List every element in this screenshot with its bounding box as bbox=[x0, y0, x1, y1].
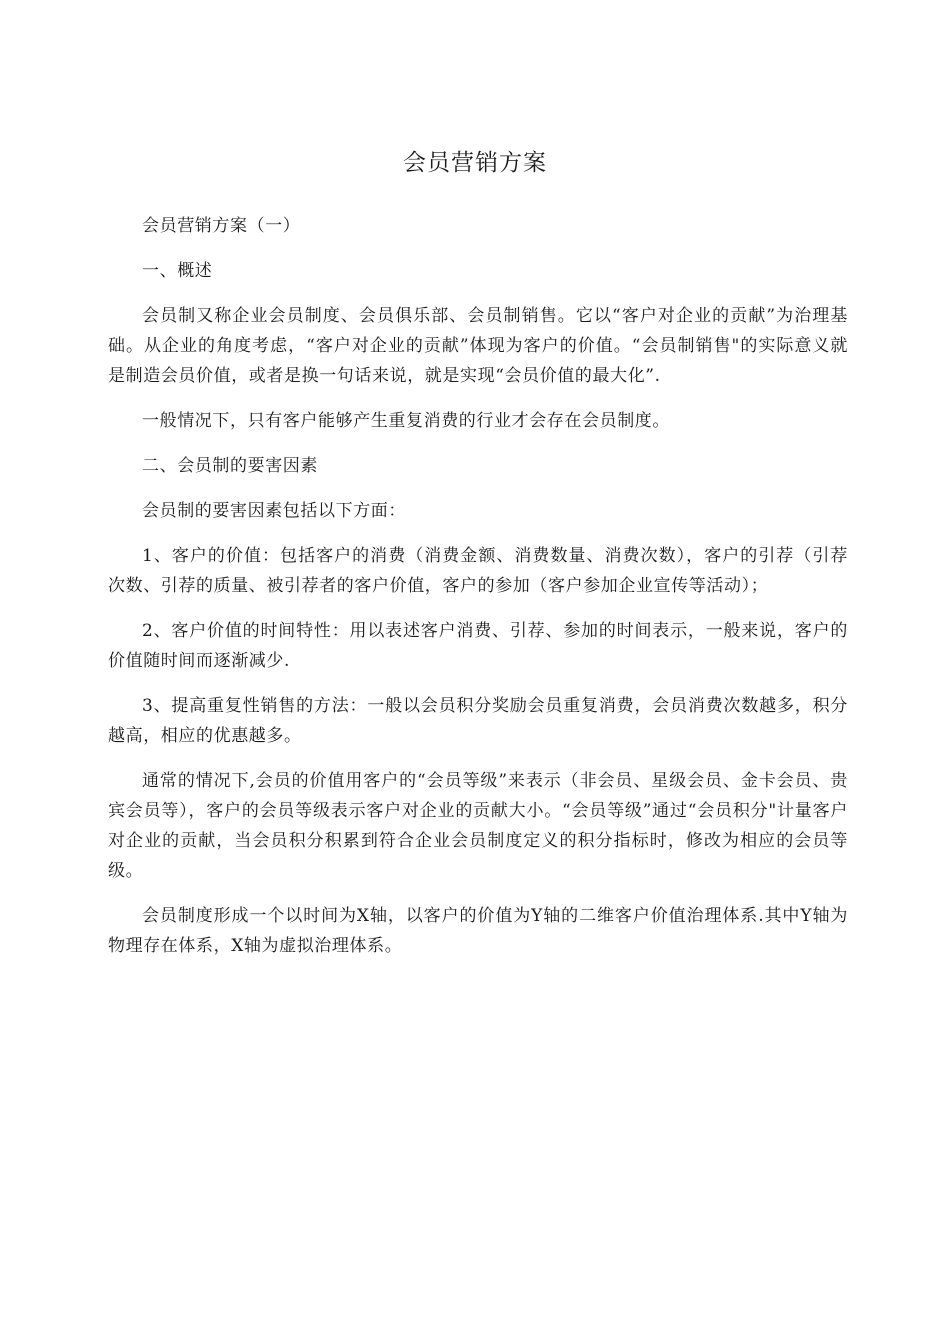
paragraph-membership-definition: 会员制又称企业会员制度、会员俱乐部、会员制销售。它以“客户对企业的贡献”为治理基础。从企业的角度考虑，“客户对企业的贡献”体现为客户的价值。“会员制销售"的实际意义就是制造会员价值，或者是换一句话来说，就是实现“会员价值的最大化”. bbox=[108, 306, 848, 386]
paragraph-member-level: 通常的情况下,会员的价值用客户的“会员等级”来表示（非会员、星级会员、金卡会员、贵宾会员等），客户的会员等级表示客户对企业的贡献大小。“会员等级”通过“会员积分"计量客户对企业的贡献，当会员积分积累到符合企业会员制度定义的积分指标时，修改为相应的会员等级。 bbox=[108, 771, 848, 881]
list-item-customer-value: 1、客户的价值：包括客户的消费（消费金额、消费数量、消费次数），客户的引荐（引荐次数、引荐的质量、被引荐者的客户价值，客户的参加（客户参加企业宣传等活动）； bbox=[108, 546, 848, 596]
paragraph-repeat-consumption: 一般情况下，只有客户能够产生重复消费的行业才会存在会员制度。 bbox=[142, 411, 670, 431]
section-subtitle: 会员营销方案（一） bbox=[142, 216, 301, 236]
paragraph-key-factors-intro: 会员制的要害因素包括以下方面： bbox=[142, 501, 406, 521]
list-item-repeat-sales-method: 3、提高重复性销售的方法：一般以会员积分奖励会员重复消费，会员消费次数越多，积分越高，相应的优惠越多。 bbox=[108, 696, 848, 746]
list-item-time-characteristics: 2、客户价值的时间特性：用以表述客户消费、引荐、参加的时间表示，一般来说，客户的价值随时间而逐渐减少. bbox=[108, 621, 848, 671]
heading-key-factors: 二、会员制的要害因素 bbox=[142, 456, 318, 476]
heading-overview: 一、概述 bbox=[142, 261, 213, 281]
document-title: 会员营销方案 bbox=[403, 150, 547, 176]
paragraph-two-dimensional-system: 会员制度形成一个以时间为X轴，以客户的价值为Y轴的二维客户价值治理体系.其中Y轴为物理存在体系，X轴为虚拟治理体系。 bbox=[108, 906, 848, 956]
document-body bbox=[108, 211, 848, 976]
